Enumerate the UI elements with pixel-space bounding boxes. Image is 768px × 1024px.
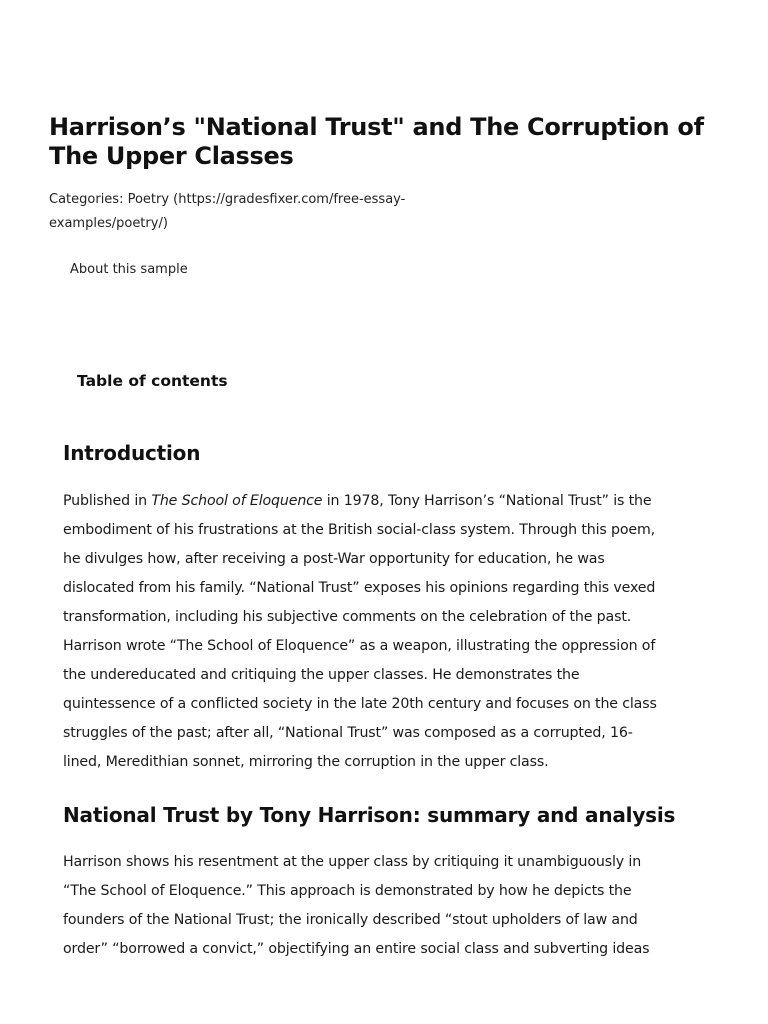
section-heading-summary: National Trust by Tony Harrison: summary and analysis [63, 803, 676, 827]
paragraph-line: lined, Meredithian sonnet, mirroring the corruption in the upper class. [63, 754, 549, 770]
paragraph-line: founders of the National Trust; the ironically described “stout upholders of law and [63, 912, 638, 928]
page-title: Harrison’s "National Trust" and The Corruption of The Upper Classes [49, 113, 704, 170]
paragraph-line [63, 487, 705, 516]
paragraph-line: Harrison wrote “The School of Eloquence” as a weapon, illustrating the oppression of [63, 638, 656, 654]
about-sample-toggle[interactable]: About this sample [70, 262, 188, 277]
paragraph-line: dislocated from his family. “National Trust” exposes his opinions regarding this vexed [63, 580, 656, 596]
paragraph-line: struggles of the past; after all, “National Trust” was composed as a corrupted, 16- [63, 725, 633, 741]
section-heading-introduction: Introduction [63, 441, 201, 465]
line-text: in 1978, Tony Harrison’s “National Trust” is the [322, 493, 652, 509]
paragraph-line: order” “borrowed a convict,” objectifying an entire social class and subverting ideas [63, 941, 650, 957]
paragraph-line: the undereducated and critiquing the upper classes. He demonstrates the [63, 667, 580, 683]
paragraph-line: transformation, including his subjective comments on the celebration of the past. [63, 609, 632, 625]
introduction-paragraph [63, 487, 705, 777]
categories-line-1: Categories: Poetry (https://gradesfixer.com/free-essay- [49, 192, 406, 207]
paragraph-line: he divulges how, after receiving a post-War opportunity for education, he was [63, 551, 605, 567]
table-of-contents-toggle[interactable]: Table of contents [77, 372, 228, 390]
paragraph-line: Harrison shows his resentment at the upper class by critiquing it unambiguously in [63, 854, 642, 870]
categories-line-2: examples/poetry/) [49, 216, 168, 231]
paragraph-line: “The School of Eloquence.” This approach is demonstrated by how he depicts the [63, 883, 632, 899]
paragraph-line: embodiment of his frustrations at the British social-class system. Through this poem, [63, 522, 656, 538]
paragraph-line: quintessence of a conflicted society in the late 20th century and focuses on the class [63, 696, 657, 712]
line-text: Published in [63, 493, 152, 509]
book-title: The School of Eloquence [151, 493, 323, 509]
summary-paragraph [63, 848, 705, 964]
categories-link[interactable] [49, 188, 449, 236]
